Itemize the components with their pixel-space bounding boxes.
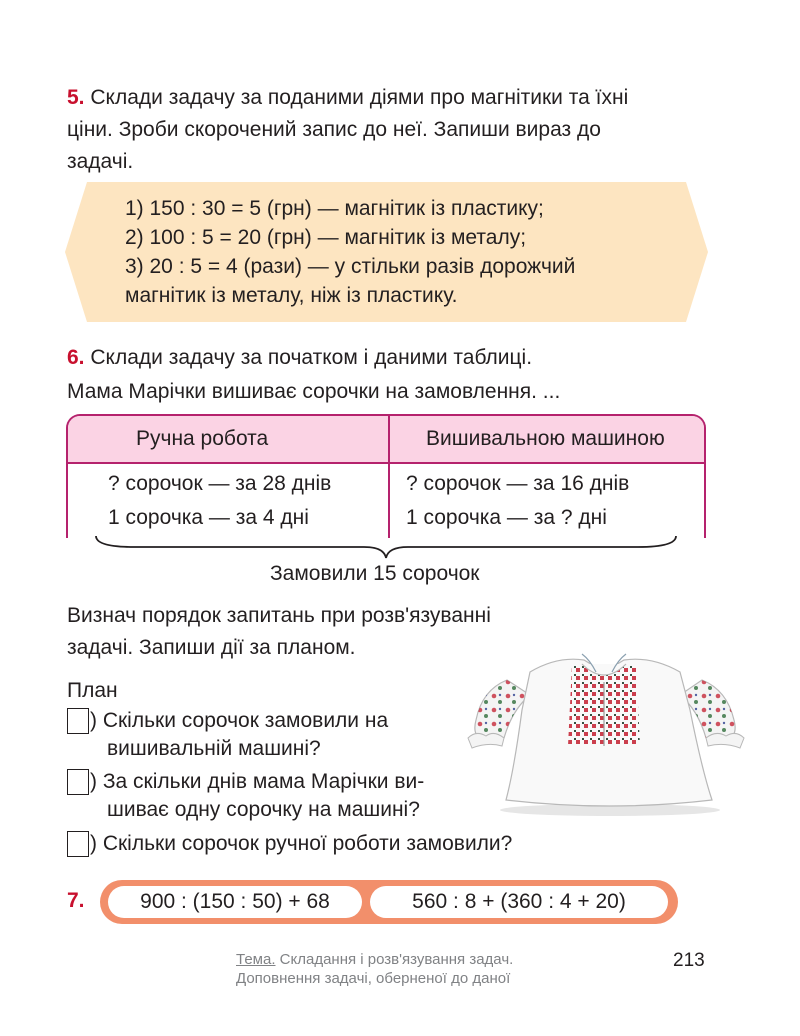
plan-checkbox-1[interactable] [67, 708, 89, 734]
plan-item-1-line2: вишивальній машині? [107, 737, 321, 760]
task5-step-3-cont: магнітик із металу, ніж із пластику. [125, 284, 458, 307]
plan-item-3-line1: ) Скільки сорочок ручної роботи замовили? [90, 832, 513, 855]
task5-step-3: 3) 20 : 5 = 4 (рази) — у стільки разів дорожчий [125, 255, 576, 278]
table-divider [388, 416, 390, 538]
page-number: 213 [673, 950, 705, 971]
plan-item-1-line1: ) Скільки сорочок замовили на [90, 709, 389, 732]
table-header-machine: Вишивальною машиною [426, 427, 665, 450]
embroidered-shirt-image [462, 650, 752, 816]
footer-topic-label: Тема. [236, 951, 276, 968]
task6-number: 6. [67, 346, 85, 369]
plan-item-2-line2: шиває одну сорочку на машині? [107, 798, 420, 821]
plan-title: План [67, 679, 118, 702]
task5-line2: ціни. Зроби скорочений запис до неї. Запиши вираз до [67, 118, 601, 141]
task5-step-2: 2) 100 : 5 = 20 (грн) — магнітик із металу; [125, 226, 527, 249]
task6-story: Мама Марічки вишиває сорочки на замовлення. ... [67, 380, 561, 403]
task7-expressions [100, 880, 678, 924]
table-total: Замовили 15 сорочок [270, 562, 480, 585]
task5-step-1: 1) 150 : 30 = 5 (грн) — магнітик із пластику; [125, 197, 544, 220]
task6-intro [67, 342, 532, 374]
plan-checkbox-3[interactable] [67, 831, 89, 857]
instruction-line1: Визнач порядок запитань при розв'язуванні [67, 604, 491, 627]
table-header-manual: Ручна робота [136, 427, 269, 450]
table-cell-manual-1: ? сорочок — за 28 днів [108, 472, 332, 495]
plan-checkbox-2[interactable] [67, 769, 89, 795]
task5-line1: Склади задачу за поданими діями про магнітики та їхні [90, 86, 629, 109]
data-table [66, 414, 706, 538]
table-cell-manual-2: 1 сорочка — за 4 дні [108, 506, 309, 529]
task7-number: 7. [67, 889, 85, 912]
task5-text [67, 82, 707, 178]
task7-expression-2: 560 : 8 + (360 : 4 + 20) [370, 886, 668, 918]
task5-actions [125, 194, 650, 310]
brace [94, 534, 678, 560]
footer-topic [236, 950, 513, 988]
plan-item-2 [90, 768, 424, 824]
plan-item-3 [90, 830, 512, 858]
task7-expression-1: 900 : (150 : 50) + 68 [108, 886, 362, 918]
table-cell-machine-1: ? сорочок — за 16 днів [406, 472, 630, 495]
table-cell-machine-2: 1 сорочка — за ? дні [406, 506, 607, 529]
plan-item-2-line1: ) За скільки днів мама Марічки ви- [90, 770, 425, 793]
plan-item-1 [90, 707, 388, 763]
footer-topic-text: Складання і розв'язування задач. [279, 951, 514, 968]
task5-line3: задачі. [67, 150, 134, 173]
task5-number: 5. [67, 86, 85, 109]
instruction-line2: задачі. Запиши дії за планом. [67, 636, 356, 659]
task6-intro-text: Склади задачу за початком і даними таблиці. [90, 346, 533, 369]
footer-topic-line2: Доповнення задачі, оберненої до даної [236, 970, 511, 987]
